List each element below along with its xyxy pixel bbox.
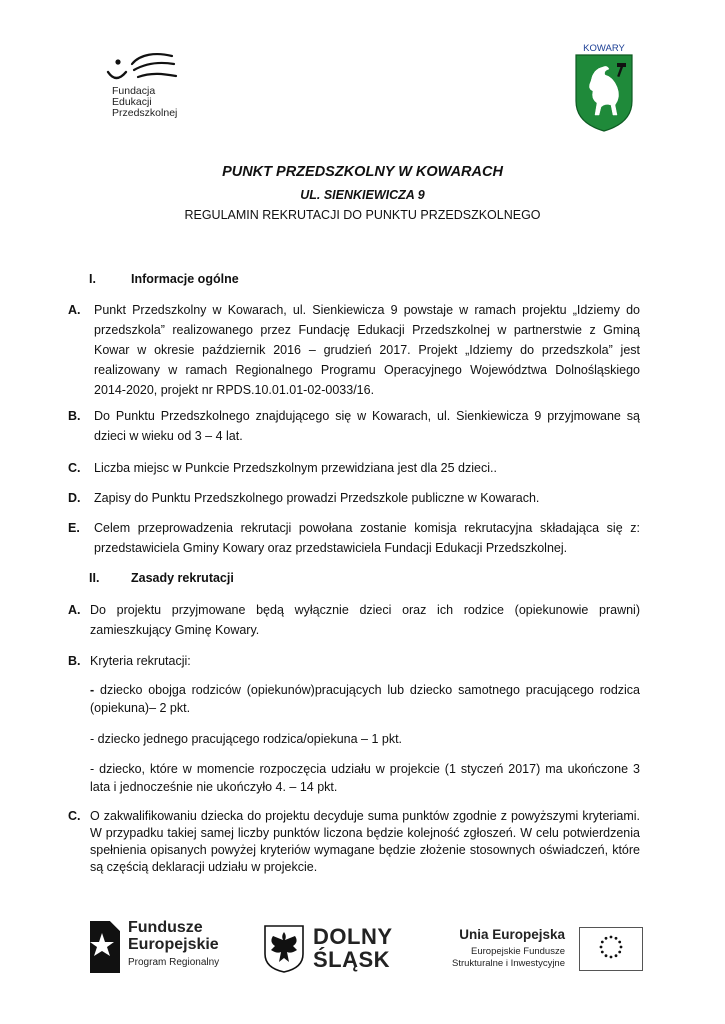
- item-letter: B.: [68, 654, 81, 668]
- item-letter: C.: [68, 461, 81, 475]
- page-title: PUNKT PRZEDSZKOLNY W KOWARACH: [222, 164, 503, 180]
- foundation-name-line2: Edukacji: [112, 96, 152, 108]
- item-letter: E.: [68, 521, 80, 535]
- fe-line3: Program Regionalny: [128, 957, 220, 968]
- dolny-slask-logo: [263, 922, 403, 977]
- item-text: Do Punktu Przedszkolnego znajdującego się w Kowarach, ul. Sienkiewicza 9 przyjmowane są dzieci w wieku od 3 – 4 lat.: [94, 409, 640, 443]
- page-address: UL. SIENKIEWICZA 9: [300, 188, 425, 202]
- foundation-name-line3: Przedszkolnej: [112, 107, 178, 119]
- item-text: Zapisy do Punktu Przedszkolnego prowadzi Przedszkole publiczne w Kowarach.: [94, 491, 540, 505]
- page-subtitle: REGULAMIN REKRUTACJI DO PUNKTU PRZEDSZKOLNEGO: [184, 208, 541, 222]
- fundusze-europejskie-logo: [88, 917, 238, 977]
- crest-label: KOWARY: [583, 43, 625, 54]
- section-1-item-b: [68, 406, 640, 446]
- item-letter: C.: [68, 809, 81, 823]
- unia-europejska-logo: [438, 923, 643, 973]
- fe-line1: Fundusze: [128, 919, 203, 936]
- ds-line2: ŚLĄSK: [313, 947, 391, 972]
- fe-line2: Europejskie: [128, 936, 219, 953]
- section-2-item-b: [68, 651, 640, 671]
- item-text: Punkt Przedszkolny w Kowarach, ul. Sienkiewicza 9 powstaje w ramach projektu „Idziemy do przedszkola” realizowanego przez Fundację Edukacji Przedszkolnej w partnerstwie z Gminą Kowar w okresie październik 2016 – grudzień 2017. Projekt „Idziemy do przedszkola” jest realizowany w ramach Regionalnego Programu Operacyjnego Województwa Dolnośląskiego 2014-2020, projekt nr RPDS.10.01.01-02-0033/16.: [94, 303, 640, 397]
- criterion-2: [90, 730, 640, 748]
- section-1-item-a: [68, 300, 640, 400]
- item-text: Do projektu przyjmowane będą wyłącznie dzieci oraz ich rodzice (opiekunowie prawni) zamieszkujący Gminę Kowary.: [90, 603, 640, 637]
- eu-stars-icon: [580, 928, 642, 970]
- criterion-text: dziecko obojga rodziców (opiekunów)pracujących lub dziecko samotnego pracującego rodzica (opiekuna)– 2 pkt.: [90, 683, 641, 715]
- criterion-text: dziecko jednego pracującego rodzica/opiekuna – 1 pkt.: [97, 732, 403, 746]
- ds-line1: DOLNY: [313, 924, 393, 949]
- criterion-bullet: -: [90, 732, 95, 746]
- criterion-bullet: -: [90, 762, 95, 776]
- section-1-item-d: [68, 488, 640, 508]
- crest-shield-icon: [573, 43, 635, 133]
- item-text: Liczba miejsc w Punkcie Przedszkolnym przewidziana jest dla 25 dzieci..: [94, 461, 497, 475]
- section-2-title: Zasady rekrutacji: [131, 571, 234, 585]
- foundation-name: [112, 86, 177, 119]
- foundation-name-line1: Fundacja: [112, 85, 156, 97]
- item-letter: A.: [68, 303, 81, 317]
- eagle-crest-icon: [263, 924, 305, 974]
- fundusze-star-icon: [88, 917, 122, 975]
- item-letter: A.: [68, 603, 81, 617]
- ue-line1: Unia Europejska: [459, 927, 565, 942]
- kowary-crest: [573, 43, 635, 133]
- foundation-swoosh-icon: [104, 50, 184, 90]
- foundation-logo: [104, 50, 214, 125]
- section-1-item-e: [68, 518, 640, 558]
- ue-line3: Strukturalne i Inwestycyjne: [452, 958, 565, 969]
- item-letter: B.: [68, 409, 81, 423]
- criterion-1: [90, 681, 640, 717]
- item-text: Celem przeprowadzenia rekrutacji powołana zostanie komisja rekrutacyjna składająca się z: przedstawiciela Gminy Kowary oraz przedstawiciela Fundacji Edukacji Przedszkolnej.: [94, 521, 640, 555]
- section-1-item-c: [68, 458, 640, 478]
- item-text: O zakwalifikowaniu dziecka do projektu decyduje suma punktów zgodnie z powyższymi kryteriami. W przypadku takiej samej liczby punktów liczona będzie kolejność zgłoszeń. W celu potwierdzenia spełnienia opisanych powyżej kryteriów wymagane będzie złożenie stosownych oświadczeń, które są częścią deklaracji udziału w projekcie.: [90, 809, 640, 874]
- section-1-number: I.: [89, 272, 96, 286]
- criterion-3: [90, 760, 640, 796]
- ue-line2: Europejskie Fundusze: [471, 946, 565, 957]
- criterion-bullet: -: [90, 683, 95, 697]
- eu-flag-icon: [579, 927, 643, 971]
- section-2-number: II.: [89, 571, 100, 585]
- item-letter: D.: [68, 491, 81, 505]
- item-text: Kryteria rekrutacji:: [90, 654, 191, 668]
- section-2-item-a: [68, 600, 640, 640]
- criterion-text: dziecko, które w momencie rozpoczęcia udziału w projekcie (1 styczeń 2017) ma ukończone 3 lata i jednocześnie nie ukończyło 4. – 14 pkt.: [90, 762, 640, 794]
- section-2-item-c: [68, 808, 640, 876]
- section-1-title: Informacje ogólne: [131, 272, 239, 286]
